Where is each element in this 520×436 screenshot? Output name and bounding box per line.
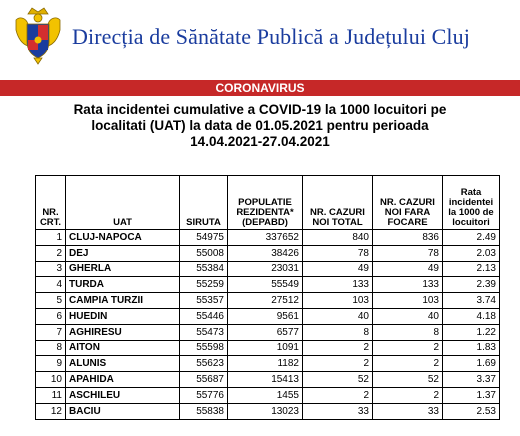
cell-siruta: 55008 xyxy=(180,245,228,261)
report-title-line: 14.04.2021-27.04.2021 xyxy=(190,134,330,149)
cell-uat: DEJ xyxy=(66,245,180,261)
table-row xyxy=(36,356,500,372)
cell-siruta: 55357 xyxy=(180,293,228,309)
cell-population: 13023 xyxy=(228,403,303,419)
cell-nr-crt: 4 xyxy=(36,277,66,293)
cell-siruta: 55687 xyxy=(180,372,228,388)
cell-siruta: 55259 xyxy=(180,277,228,293)
cell-new-cases-no-outbreaks: 78 xyxy=(373,245,443,261)
romania-coat-of-arms-icon xyxy=(14,6,62,66)
table-row xyxy=(36,308,500,324)
cell-new-cases-no-outbreaks: 49 xyxy=(373,261,443,277)
cell-new-cases-total: 78 xyxy=(303,245,373,261)
table-row xyxy=(36,261,500,277)
cell-new-cases-total: 40 xyxy=(303,308,373,324)
table-row xyxy=(36,372,500,388)
report-title-line: localitati (UAT) la data de 01.05.2021 pentru perioada xyxy=(91,118,429,133)
table-row xyxy=(36,230,500,246)
cell-population: 23031 xyxy=(228,261,303,277)
cell-uat: CAMPIA TURZII xyxy=(66,293,180,309)
cell-siruta: 54975 xyxy=(180,230,228,246)
cell-incidence-rate: 3.74 xyxy=(443,293,500,309)
cell-new-cases-no-outbreaks: 133 xyxy=(373,277,443,293)
column-header-incidence-rate: Rata incidentei la 1000 de locuitori xyxy=(443,176,500,230)
table-row xyxy=(36,293,500,309)
cell-population: 337652 xyxy=(228,230,303,246)
cell-new-cases-no-outbreaks: 2 xyxy=(373,340,443,356)
column-header-population: POPULATIE REZIDENTA* (DEPABD) xyxy=(228,176,303,230)
table-row xyxy=(36,277,500,293)
cell-incidence-rate: 2.39 xyxy=(443,277,500,293)
cell-new-cases-no-outbreaks: 52 xyxy=(373,372,443,388)
table-row xyxy=(36,340,500,356)
page-header xyxy=(0,0,520,76)
table-row xyxy=(36,403,500,419)
table-body xyxy=(36,230,500,420)
cell-new-cases-no-outbreaks: 40 xyxy=(373,308,443,324)
cell-nr-crt: 1 xyxy=(36,230,66,246)
cell-uat: BACIU xyxy=(66,403,180,419)
cell-incidence-rate: 4.18 xyxy=(443,308,500,324)
cell-incidence-rate: 2.03 xyxy=(443,245,500,261)
cell-siruta: 55384 xyxy=(180,261,228,277)
cell-new-cases-total: 52 xyxy=(303,372,373,388)
cell-population: 38426 xyxy=(228,245,303,261)
cell-incidence-rate: 3.37 xyxy=(443,372,500,388)
cell-uat: ALUNIS xyxy=(66,356,180,372)
cell-population: 1182 xyxy=(228,356,303,372)
table-header-row xyxy=(36,176,500,230)
cell-nr-crt: 10 xyxy=(36,372,66,388)
cell-new-cases-total: 8 xyxy=(303,324,373,340)
cell-siruta: 55598 xyxy=(180,340,228,356)
cell-new-cases-total: 840 xyxy=(303,230,373,246)
cell-nr-crt: 5 xyxy=(36,293,66,309)
cell-population: 9561 xyxy=(228,308,303,324)
cell-incidence-rate: 1.83 xyxy=(443,340,500,356)
report-title-line: Rata incidentei cumulative a COVID-19 la 1000 locuitori pe xyxy=(73,102,447,117)
column-header-new-cases-no-outbreaks: NR. CAZURI NOI FARA FOCARE xyxy=(373,176,443,230)
cell-siruta: 55838 xyxy=(180,403,228,419)
cell-new-cases-total: 33 xyxy=(303,403,373,419)
cell-siruta: 55473 xyxy=(180,324,228,340)
cell-uat: AITON xyxy=(66,340,180,356)
column-header-nr-crt: NR. CRT. xyxy=(36,176,66,230)
cell-incidence-rate: 1.37 xyxy=(443,387,500,403)
cell-population: 55549 xyxy=(228,277,303,293)
cell-uat: ASCHILEU xyxy=(66,387,180,403)
table-row xyxy=(36,324,500,340)
cell-nr-crt: 11 xyxy=(36,387,66,403)
cell-new-cases-no-outbreaks: 33 xyxy=(373,403,443,419)
cell-incidence-rate: 2.49 xyxy=(443,230,500,246)
cell-nr-crt: 6 xyxy=(36,308,66,324)
column-header-new-cases-total: NR. CAZURI NOI TOTAL xyxy=(303,176,373,230)
cell-new-cases-total: 2 xyxy=(303,356,373,372)
report-title xyxy=(0,102,520,150)
cell-siruta: 55446 xyxy=(180,308,228,324)
table-row xyxy=(36,387,500,403)
cell-nr-crt: 2 xyxy=(36,245,66,261)
cell-new-cases-total: 49 xyxy=(303,261,373,277)
incidence-table xyxy=(35,175,500,420)
cell-incidence-rate: 2.53 xyxy=(443,403,500,419)
cell-population: 15413 xyxy=(228,372,303,388)
column-header-uat: UAT xyxy=(66,176,180,230)
cell-new-cases-total: 133 xyxy=(303,277,373,293)
cell-new-cases-no-outbreaks: 2 xyxy=(373,356,443,372)
cell-incidence-rate: 1.22 xyxy=(443,324,500,340)
cell-new-cases-no-outbreaks: 2 xyxy=(373,387,443,403)
cell-population: 6577 xyxy=(228,324,303,340)
cell-nr-crt: 12 xyxy=(36,403,66,419)
cell-nr-crt: 3 xyxy=(36,261,66,277)
cell-population: 1091 xyxy=(228,340,303,356)
cell-uat: TURDA xyxy=(66,277,180,293)
cell-population: 27512 xyxy=(228,293,303,309)
cell-siruta: 55776 xyxy=(180,387,228,403)
cell-uat: APAHIDA xyxy=(66,372,180,388)
cell-nr-crt: 8 xyxy=(36,340,66,356)
cell-new-cases-total: 103 xyxy=(303,293,373,309)
cell-new-cases-total: 2 xyxy=(303,387,373,403)
cell-incidence-rate: 2.13 xyxy=(443,261,500,277)
cell-uat: GHERLA xyxy=(66,261,180,277)
cell-new-cases-no-outbreaks: 103 xyxy=(373,293,443,309)
column-header-siruta: SIRUTA xyxy=(180,176,228,230)
cell-new-cases-total: 2 xyxy=(303,340,373,356)
organization-name: Direcția de Sănătate Publică a Județului Cluj xyxy=(72,24,470,49)
coronavirus-banner: CORONAVIRUS xyxy=(0,80,520,96)
cell-incidence-rate: 1.69 xyxy=(443,356,500,372)
cell-uat: HUEDIN xyxy=(66,308,180,324)
cell-nr-crt: 9 xyxy=(36,356,66,372)
cell-population: 1455 xyxy=(228,387,303,403)
cell-new-cases-no-outbreaks: 836 xyxy=(373,230,443,246)
cell-siruta: 55623 xyxy=(180,356,228,372)
cell-nr-crt: 7 xyxy=(36,324,66,340)
cell-uat: CLUJ-NAPOCA xyxy=(66,230,180,246)
cell-uat: AGHIRESU xyxy=(66,324,180,340)
cell-new-cases-no-outbreaks: 8 xyxy=(373,324,443,340)
table-row xyxy=(36,245,500,261)
